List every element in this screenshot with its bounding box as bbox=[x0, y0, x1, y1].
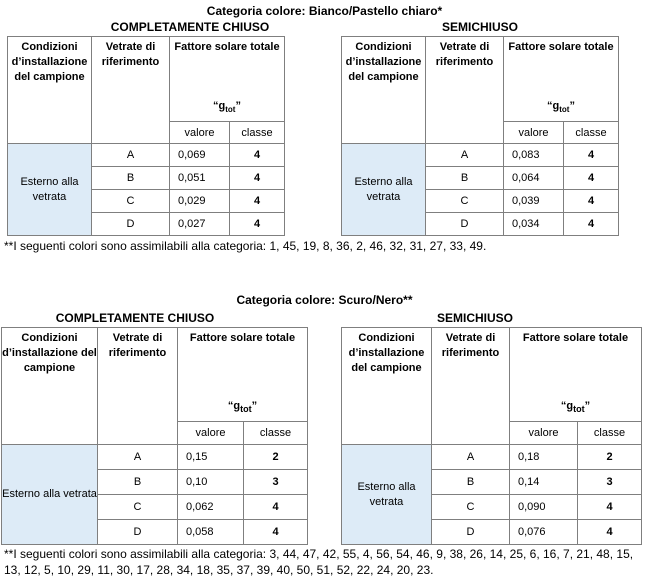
header-vetrate: Vetrate di riferimento bbox=[426, 37, 504, 144]
classe-cell: 3 bbox=[244, 470, 308, 495]
header-fattore-label: Fattore solare totale bbox=[189, 332, 296, 344]
table-row bbox=[8, 144, 285, 167]
header-classe: classe bbox=[244, 422, 308, 445]
header-classe: classe bbox=[230, 122, 285, 144]
table-title-semi-light: SEMICHIUSO bbox=[441, 20, 518, 34]
table-light-closed bbox=[7, 36, 285, 236]
vetrata-cell: A bbox=[426, 144, 504, 167]
valore-cell: 0,058 bbox=[178, 520, 244, 545]
vetrata-cell: A bbox=[98, 445, 178, 470]
header-classe: classe bbox=[578, 422, 642, 445]
vetrata-cell: C bbox=[98, 495, 178, 520]
header-vetrate: Vetrate di riferimento bbox=[92, 37, 170, 144]
valore-cell: 0,034 bbox=[504, 213, 564, 236]
valore-cell: 0,090 bbox=[510, 495, 578, 520]
valore-cell: 0,10 bbox=[178, 470, 244, 495]
valore-cell: 0,076 bbox=[510, 520, 578, 545]
classe-cell: 4 bbox=[578, 495, 642, 520]
header-condizioni: Condizioni d’installazione del campione bbox=[8, 37, 92, 144]
table-title-closed-dark: COMPLETAMENTE CHIUSO bbox=[55, 311, 215, 325]
header-condizioni: Condizioni d’installazione del campione bbox=[342, 328, 432, 445]
table-dark-semi bbox=[341, 327, 642, 545]
classe-cell: 4 bbox=[564, 213, 619, 236]
vetrata-cell: D bbox=[426, 213, 504, 236]
header-vetrate: Vetrate di riferimento bbox=[432, 328, 510, 445]
table-dark-closed bbox=[1, 327, 308, 545]
vetrata-cell: A bbox=[92, 144, 170, 167]
valore-cell: 0,14 bbox=[510, 470, 578, 495]
vetrata-cell: B bbox=[426, 167, 504, 190]
valore-cell: 0,039 bbox=[504, 190, 564, 213]
vetrata-cell: C bbox=[92, 190, 170, 213]
vetrata-cell: A bbox=[432, 445, 510, 470]
header-fattore-label: Fattore solare totale bbox=[508, 41, 614, 53]
classe-cell: 4 bbox=[244, 520, 308, 545]
header-valore: valore bbox=[504, 122, 564, 144]
classe-cell: 4 bbox=[230, 213, 285, 236]
vetrata-cell: B bbox=[432, 470, 510, 495]
classe-cell: 4 bbox=[230, 167, 285, 190]
table-row bbox=[342, 445, 642, 470]
category-title-dark: Categoria colore: Scuro/Nero** bbox=[236, 293, 413, 307]
classe-cell: 4 bbox=[230, 190, 285, 213]
header-fattore bbox=[504, 37, 619, 122]
colors-note-dark: **I seguenti colori sono assimilabili alla categoria: 3, 44, 47, 42, 55, 4, 56, 54, 46, 9, 38, 26, 14, 25, 6, 16, 7, 21, 48, 15, 13, 12, 5, 10, 29, 11, 30, 17, 28, 34, 18, 35, 37, 39, 40, 50, 51, 52, 22, 24, 20, 23. bbox=[4, 547, 634, 577]
vetrata-cell: B bbox=[98, 470, 178, 495]
gtot-label: “$g_{tot}$” bbox=[547, 99, 575, 114]
classe-cell: 2 bbox=[244, 445, 308, 470]
table-row bbox=[342, 144, 619, 167]
table-light-semi bbox=[341, 36, 619, 236]
valore-cell: 0,083 bbox=[504, 144, 564, 167]
valore-cell: 0,051 bbox=[170, 167, 230, 190]
header-fattore bbox=[510, 328, 642, 422]
table-title-semi-dark: SEMICHIUSO bbox=[436, 311, 513, 325]
header-valore: valore bbox=[510, 422, 578, 445]
classe-cell: 4 bbox=[230, 144, 285, 167]
gtot-label: “$g_{tot}$” bbox=[227, 399, 258, 414]
valore-cell: 0,18 bbox=[510, 445, 578, 470]
esterno-cell: Esterno alla vetrata bbox=[2, 445, 98, 545]
header-fattore-label: Fattore solare totale bbox=[522, 332, 629, 344]
gtot-label: “$g_{tot}$” bbox=[213, 99, 241, 114]
esterno-cell: Esterno alla vetrata bbox=[342, 445, 432, 545]
classe-cell: 4 bbox=[578, 520, 642, 545]
vetrata-cell: C bbox=[426, 190, 504, 213]
gtot-label: “$g_{tot}$” bbox=[560, 399, 591, 414]
category-title-light: Categoria colore: Bianco/Pastello chiaro* bbox=[206, 4, 443, 18]
vetrata-cell: B bbox=[92, 167, 170, 190]
valore-cell: 0,069 bbox=[170, 144, 230, 167]
table-title-closed-light: COMPLETAMENTE CHIUSO bbox=[110, 20, 270, 34]
vetrata-cell: C bbox=[432, 495, 510, 520]
header-condizioni: Condizioni d’installazione del campione bbox=[342, 37, 426, 144]
classe-cell: 4 bbox=[564, 167, 619, 190]
valore-cell: 0,029 bbox=[170, 190, 230, 213]
vetrata-cell: D bbox=[92, 213, 170, 236]
header-fattore bbox=[178, 328, 308, 422]
valore-cell: 0,062 bbox=[178, 495, 244, 520]
esterno-cell: Esterno alla vetrata bbox=[342, 144, 426, 236]
header-fattore bbox=[170, 37, 285, 122]
header-valore: valore bbox=[170, 122, 230, 144]
colors-note-light: **I seguenti colori sono assimilabili alla categoria: 1, 45, 19, 8, 36, 2, 46, 32, 31, 27, 33, 49. bbox=[4, 239, 487, 253]
classe-cell: 4 bbox=[564, 190, 619, 213]
classe-cell: 3 bbox=[578, 470, 642, 495]
classe-cell: 2 bbox=[578, 445, 642, 470]
valore-cell: 0,15 bbox=[178, 445, 244, 470]
header-fattore-label: Fattore solare totale bbox=[174, 41, 280, 53]
header-condizioni: Condizioni d’installazione del campione bbox=[2, 328, 98, 445]
vetrata-cell: D bbox=[98, 520, 178, 545]
valore-cell: 0,027 bbox=[170, 213, 230, 236]
table-row bbox=[2, 445, 308, 470]
header-vetrate: Vetrate di riferimento bbox=[98, 328, 178, 445]
valore-cell: 0,064 bbox=[504, 167, 564, 190]
classe-cell: 4 bbox=[564, 144, 619, 167]
header-classe: classe bbox=[564, 122, 619, 144]
esterno-cell: Esterno alla vetrata bbox=[8, 144, 92, 236]
header-valore: valore bbox=[178, 422, 244, 445]
classe-cell: 4 bbox=[244, 495, 308, 520]
vetrata-cell: D bbox=[432, 520, 510, 545]
